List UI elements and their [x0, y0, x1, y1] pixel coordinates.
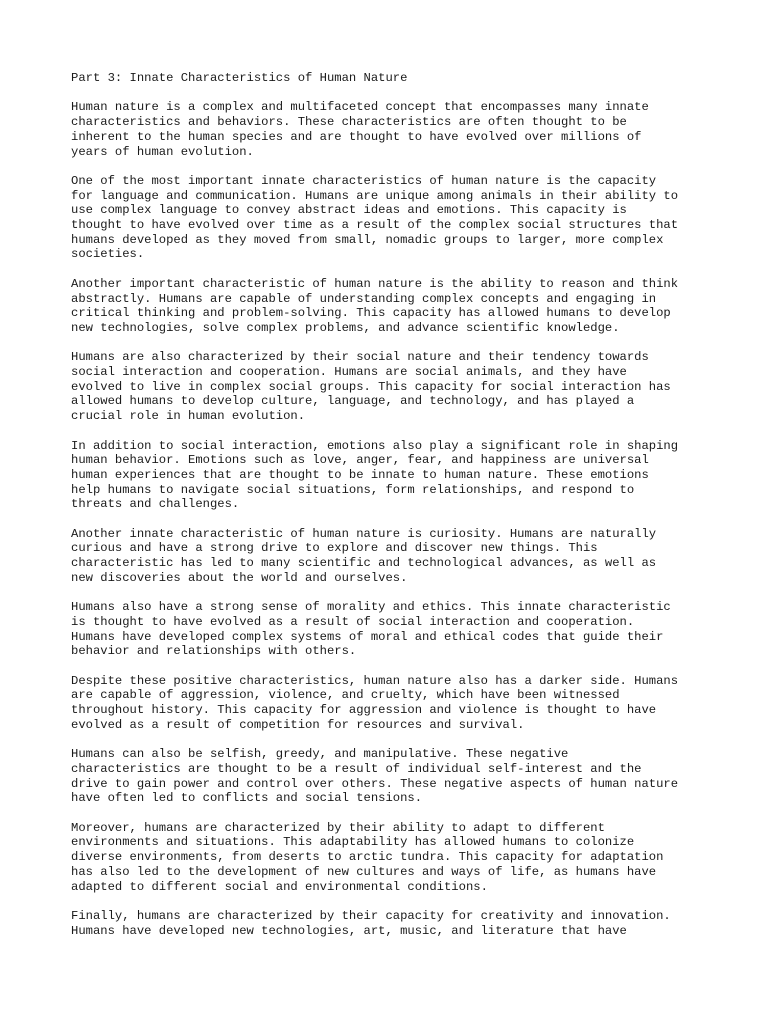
- document-body: [71, 71, 711, 953]
- paragraph: Another important characteristic of human nature is the ability to reason and think abstractly. Humans are capable of understanding complex concepts and engaging in critical thinking and problem-solving. This capacity has allowed humans to develop new technologies, solve complex problems, and advance scientific knowledge.: [71, 276, 679, 335]
- paragraph: Another innate characteristic of human nature is curiosity. Humans are naturally curious and have a strong drive to explore and discover new things. This characteristic has led to many scientific and technological advances, as well as new discoveries about the world and ourselves.: [71, 526, 657, 585]
- paragraph: Finally, humans are characterized by their capacity for creativity and innovation. Humans have developed new technologies, art, music, and literature that have: [71, 908, 671, 938]
- paragraph: Moreover, humans are characterized by their ability to adapt to different environments and situations. This adaptability has allowed humans to colonize diverse environments, from deserts to arctic tundra. This capacity for adaptation has also led to the development of new cultures and ways of life, as humans have adapted to different social and environmental conditions.: [71, 820, 664, 894]
- paragraph: Human nature is a complex and multifaceted concept that encompasses many innate characteristics and behaviors. These characteristics are often thought to be inherent to the human species and are thought to have evolved over millions of years of human evolution.: [71, 100, 649, 159]
- paragraph: Humans are also characterized by their social nature and their tendency towards social interaction and cooperation. Humans are social animals, and they have evolved to live in complex social groups. This capacity for social interaction has allowed humans to develop culture, language, and technology, and has played a crucial role in human evolution.: [71, 350, 671, 424]
- paragraph: Despite these positive characteristics, human nature also has a darker side. Humans are capable of aggression, violence, and cruelty, which have been witnessed throughout history. This capacity for aggression and violence is thought to have evolved as a result of competition for resources and survival.: [71, 673, 679, 732]
- document-title: Part 3: Innate Characteristics of Human Nature: [71, 71, 408, 85]
- paragraph: Humans also have a strong sense of morality and ethics. This innate characteristic is thought to have evolved as a result of social interaction and cooperation. Humans have developed complex systems of moral and ethical codes that guide their behavior and relationships with others.: [71, 600, 671, 659]
- paragraph: Humans can also be selfish, greedy, and manipulative. These negative characteristics are thought to be a result of individual self-interest and the drive to gain power and control over others. These negative aspects of human nature have often led to conflicts and social tensions.: [71, 747, 679, 806]
- paragraph: One of the most important innate characteristics of human nature is the capacity for language and communication. Humans are unique among animals in their ability to use complex language to convey abstract ideas and emotions. This capacity is thought to have evolved over time as a result of the complex social structures that humans developed as they moved from small, nomadic groups to larger, more complex societies.: [71, 173, 679, 262]
- paragraph: In addition to social interaction, emotions also play a significant role in shaping human behavior. Emotions such as love, anger, fear, and happiness are universal human experiences that are thought to be innate to human nature. These emotions help humans to navigate social situations, form relationships, and respond to threats and challenges.: [71, 438, 679, 512]
